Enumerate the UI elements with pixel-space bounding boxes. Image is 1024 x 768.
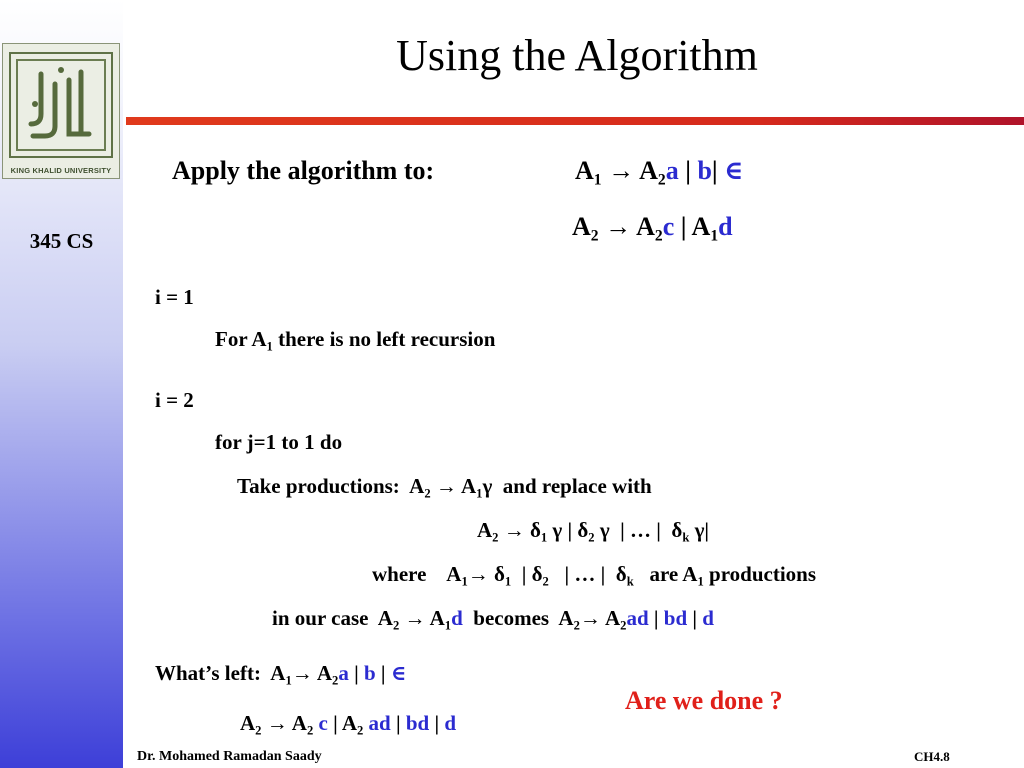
logo-calligraphy-icon	[11, 54, 111, 156]
footer-author: Dr. Mohamed Ramadan Saady	[137, 749, 322, 764]
university-logo	[2, 43, 120, 179]
whats-left-a2-line: $A_2 \to A_2$ c | $A_2$ ad | bd | d	[240, 711, 457, 738]
grammar-line-a2: $A_2 \to A_2c$ | $A_1d$	[572, 212, 733, 245]
replacement-line: $A_2 \to \delta_1$ γ | $\delta_2$ γ | … | $\delta_k$ γ|	[477, 518, 710, 545]
slide-title: Using the Algorithm	[396, 31, 758, 80]
footer-page: CH4.8	[914, 749, 950, 764]
course-code: 345 CS	[29, 229, 94, 253]
sidebar	[0, 0, 123, 768]
title-divider	[126, 117, 1024, 125]
whats-left-line: What’s left: $A_1\to A_2a$ | b | ∈	[155, 661, 407, 688]
question-text: Are we done ?	[625, 686, 783, 715]
our-case-line: in our case $A_2 \to A_1d$ becomes $A_2\to A_2ad$ | bd | d	[272, 606, 714, 633]
intro-label: Apply the algorithm to:	[172, 156, 435, 185]
logo-caption: KING KHALID UNIVERSITY	[10, 166, 112, 175]
where-line: where $A_1\to \delta_1$ | $\delta_2$ | … | $\delta_k$ are $A_1$ productions	[372, 562, 817, 589]
logo-emblem	[9, 52, 113, 158]
grammar-line-a1: $A_1 \to A_2a$ | b| ∈	[575, 156, 744, 189]
loop-line: for j=1 to 1 do	[215, 430, 343, 454]
step-i1-text: For $A_1$ there is no left recursion	[215, 327, 496, 354]
step-i2-label: i = 2	[155, 388, 194, 412]
step-i1-label: i = 1	[155, 285, 194, 309]
take-productions-line: Take productions: $A_2 \to A_1\gamma$ and replace with	[237, 474, 652, 501]
